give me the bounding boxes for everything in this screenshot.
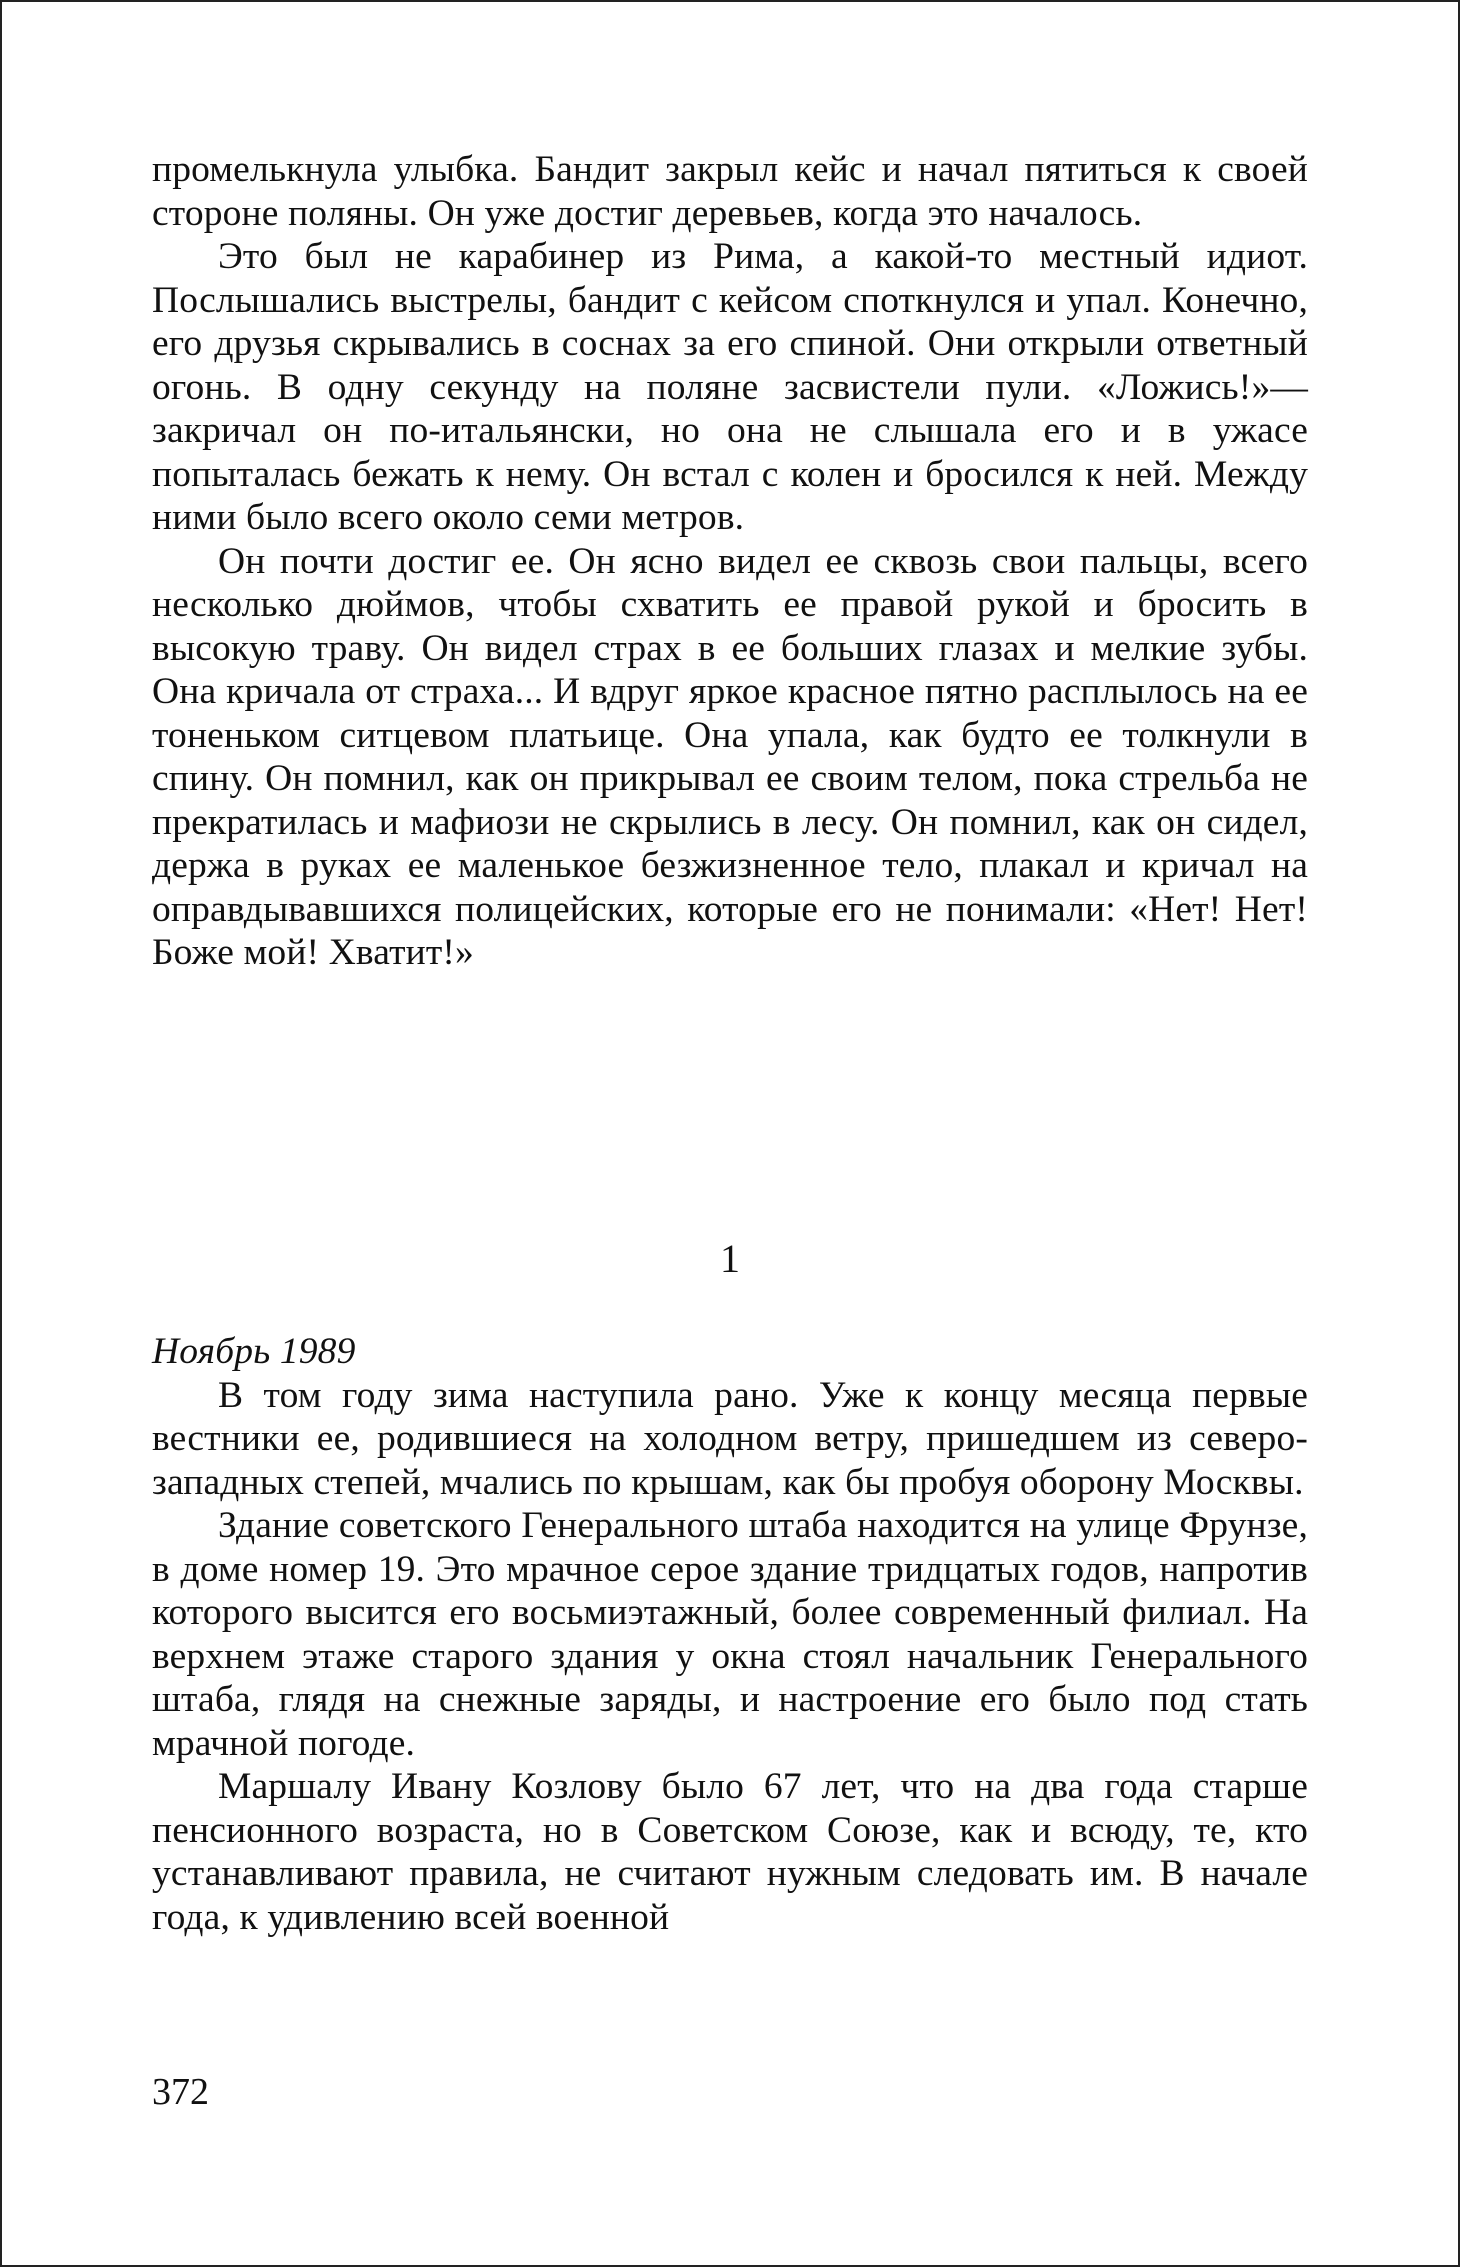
chapter-number: 1	[720, 1236, 740, 1281]
paragraph: Он почти достиг ее. Он ясно видел ее сквозь свои пальцы, всего несколько дюймов, чтобы схватить ее правой рукой и бросить в высокую траву. Он видел страх в ее больших глазах и мелкие зубы. Она кричала от страха... И вдруг яркое красное пятно расплылось на ее тоненьком ситцевом платьице. Она упала, как будто ее толкнули в спину. Он помнил, как он прикрывал ее своим телом, пока стрельба не прекратилась и мафиози не скрылись в лесу. Он помнил, как он сидел, держа в руках ее маленькое безжизненное тело, плакал и кричал на оправдывавшихся полицейских, которые его не понимали: «Нет! Нет! Боже мой! Хватит!»	[152, 540, 1308, 973]
top-text-section	[152, 148, 1308, 975]
paragraph: Это был не карабинер из Рима, а какой-то местный идиот. Послышались выстрелы, бандит с кейсом споткнулся и упал. Конечно, его друзья скрывались в соснах за его спиной. Они открыли ответный огонь. В одну секунду на поляне засвистели пули. «Ложись!»— закричал он по-итальянски, но она не слышала его и в ужасе попыталась бежать к нему. Он встал с колен и бросился к ней. Между ними было всего около семи метров.	[152, 236, 1308, 538]
paragraph: промелькнула улыбка. Бандит закрыл кейс и начал пятиться к своей стороне поляны. Он уже достиг деревьев, когда это началось.	[152, 149, 1308, 234]
date-heading: Ноябрь 1989	[152, 1331, 356, 1372]
paragraph: Здание советского Генерального штаба находится на улице Фрунзе, в доме номер 19. Это мрачное серое здание тридцатых годов, напротив которого высится его восьмиэтажный, более современный филиал. На верхнем этаже старого здания у окна стоял начальник Генерального штаба, глядя на снежные заряды, и настроение его было под стать мрачной погоде.	[152, 1505, 1308, 1764]
paragraph: В том году зима наступила рано. Уже к концу месяца первые вестники ее, родившиеся на холодном ветру, пришедшем из северо-западных степей, мчались по крышам, как бы пробуя оборону Москвы.	[152, 1374, 1308, 1503]
page-number: 372	[152, 2071, 209, 2113]
paragraph: Маршалу Ивану Козлову было 67 лет, что на два года старше пенсионного возраста, но в Советском Союзе, как и всюду, те, кто устанавливают правила, не считают нужным следовать им. В начале года, к удивлению всей военной	[152, 1766, 1308, 1938]
chapter-text-section	[152, 1330, 1308, 1939]
